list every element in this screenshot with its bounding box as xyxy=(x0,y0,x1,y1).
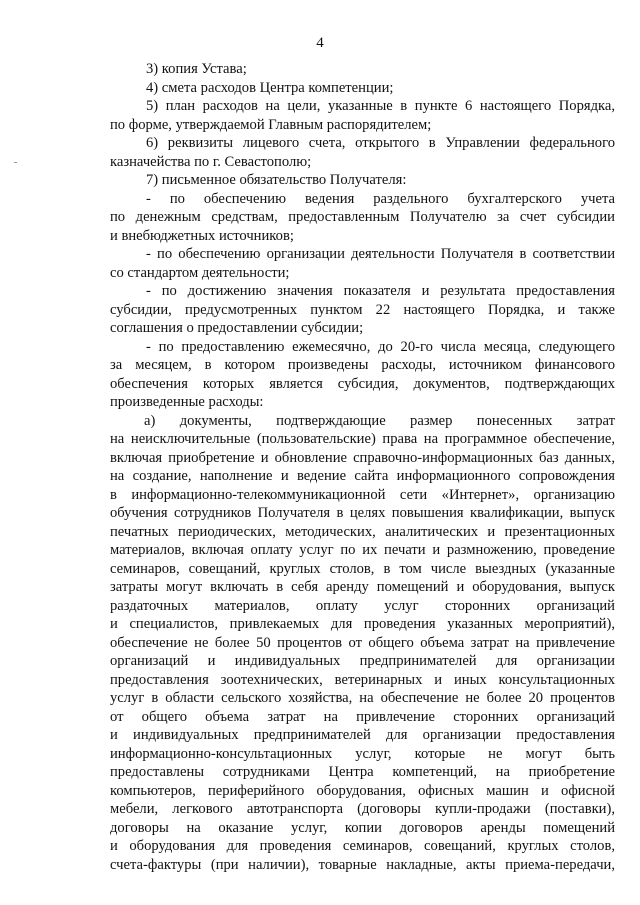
subitem-a-line: организаций и индивидуальных предпринимателей для организации xyxy=(110,653,615,669)
subitem-a-line: обеспечение не более 50 процентов от общего объема затрат на привлечение xyxy=(110,634,615,651)
subitem-a-line: компьютеров, периферийного оборудования, офисных машин и офисной xyxy=(110,782,615,799)
subitem-a-line: обучения сотрудников Получателя в целях повышения квалификации, выпуск xyxy=(110,505,615,521)
list-item-5-line: 5) план расходов на цели, указанные в пункте 6 настоящего Порядка, xyxy=(146,98,615,114)
obligation-line: - по достижению значения показателя и результата предоставления xyxy=(146,283,615,299)
obligation-line: соглашения о предоставлении субсидии; xyxy=(110,320,364,336)
obligation-line: и внебюджетных источников; xyxy=(110,227,294,244)
subitem-a-line: семинаров, совещаний, круглых столов, в том числе выездных (указанные xyxy=(110,560,615,577)
obligation-line: произведенные расходы: xyxy=(110,394,264,410)
subitem-a-line: счета-фактуры (при наличии), товарные накладные, акты приема-передачи, xyxy=(110,856,615,873)
obligation-line: за месяцем, в котором произведены расходы, источником финансового xyxy=(110,357,615,373)
subitem-a-line: раздаточных материалов, оплату услуг сторонних организаций xyxy=(110,597,615,614)
subitem-a-line: услуг в области сельского хозяйства, на обеспечение не более 20 процентов xyxy=(110,690,615,706)
list-item-3: 3) копия Устава; xyxy=(146,61,247,77)
subitem-a-line: печатных периодических, методических, аналитических и презентационных xyxy=(110,523,615,540)
margin-mark xyxy=(14,162,17,163)
obligation-line: - по обеспечению организации деятельности Получателя в соответствии xyxy=(146,246,615,262)
list-item-6-line: 6) реквизиты лицевого счета, открытого в Управлении федерального xyxy=(146,135,615,151)
page-number: 4 xyxy=(316,35,324,51)
subitem-a-line: материалов, включая оплату услуг по их печати и размножению, проведение xyxy=(110,542,615,558)
subitem-a-line: от общего объема затрат на привлечение сторонних организаций xyxy=(110,708,615,725)
subitem-a-line: предоставлены сотрудниками Центра компетенций, на приобретение xyxy=(110,764,615,780)
list-item-5-line: по форме, утверждаемой Главным распорядителем; xyxy=(110,116,432,133)
obligation-line: со стандартом деятельности; xyxy=(110,264,290,281)
obligation-line: по денежным средствам, предоставленным Получателю за счет субсидии xyxy=(110,209,615,225)
subitem-a-line: в информационно-телекоммуникационной сети «Интернет», организацию xyxy=(110,486,615,503)
obligation-line: - по обеспечению ведения раздельного бухгалтерского учета xyxy=(146,190,615,207)
subitem-a-line: и индивидуальных предпринимателей для организации предоставления xyxy=(110,727,615,743)
subitem-a-line: на создание, наполнение и ведение сайта информационного сопровождения xyxy=(110,468,615,484)
subitem-a-line: предоставления зоотехнических, ветеринарных и иных консультационных xyxy=(110,671,615,688)
obligation-line: - по предоставлению ежемесячно, до 20-го числа месяца, следующего xyxy=(146,338,615,355)
subitem-a-line: на неисключительные (пользовательские) права на программное обеспечение, xyxy=(110,431,615,447)
list-item-6-line: казначейства по г. Севастополю; xyxy=(110,153,312,170)
subitem-a-line: включая приобретение и обновление справочно-информационных баз данных, xyxy=(110,449,615,466)
subitem-a-line: договоры на оказание услуг, копии договоров аренды помещений xyxy=(110,819,615,836)
subitem-a-line: а) документы, подтверждающие размер понесенных затрат xyxy=(144,412,615,429)
subitem-a-line: информационно-консультационных услуг, которые не могут быть xyxy=(110,745,615,762)
document-body xyxy=(110,60,615,874)
subitem-a-line: затраты могут включать в себя аренду помещений и оборудования, выпуск xyxy=(110,579,615,595)
subitem-a-line: и специалистов, привлекаемых для проведения указанных мероприятий), xyxy=(110,616,615,632)
subitem-a-line: и оборудования для проведения семинаров, совещаний, круглых столов, xyxy=(110,838,615,854)
list-item-4: 4) смета расходов Центра компетенции; xyxy=(146,79,394,96)
obligation-line: обеспечения которых является субсидия, документов, подтверждающих xyxy=(110,375,615,392)
subitem-a-line: мебели, легкового автотранспорта (договоры купли-продажи (поставки), xyxy=(110,801,615,817)
obligation-line: субсидии, предусмотренных пунктом 22 настоящего Порядка, и также xyxy=(110,301,615,318)
list-item-7: 7) письменное обязательство Получателя: xyxy=(146,172,407,188)
